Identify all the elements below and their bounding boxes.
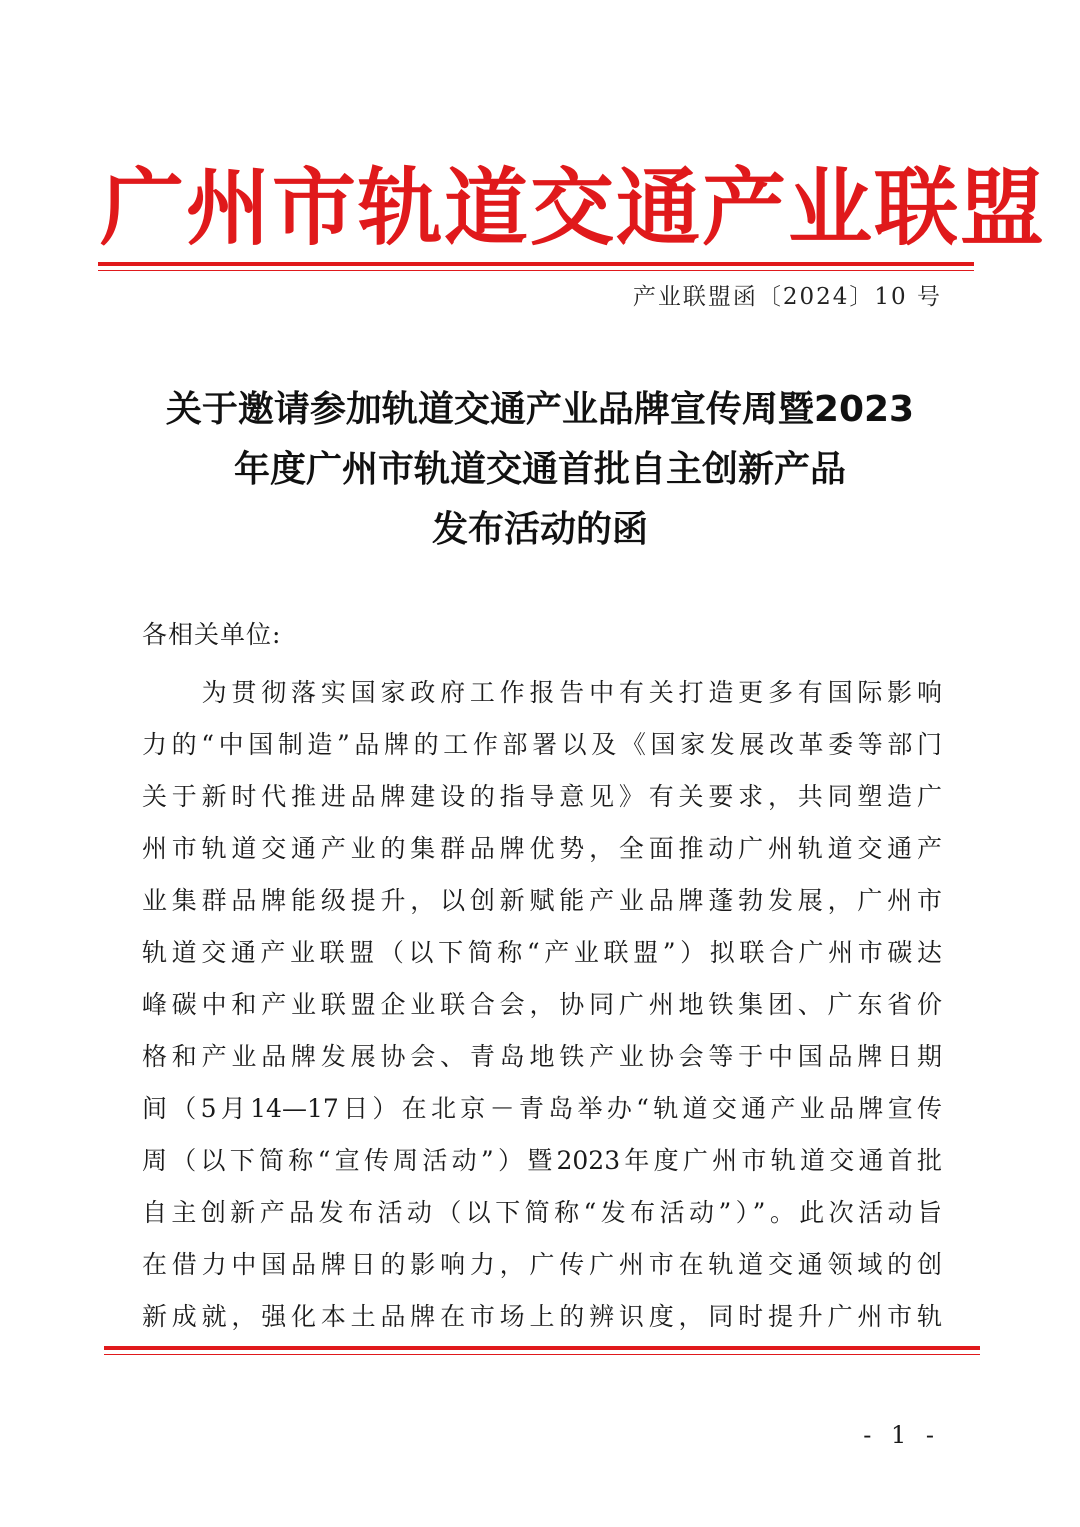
body-line: 关于新时代推进品牌建设的指导意见》有关要求，共同塑造广 bbox=[142, 782, 942, 811]
title-line: 关于邀请参加轨道交通产业品牌宣传周暨2023 bbox=[165, 389, 915, 430]
page-number: - 1 - bbox=[863, 1421, 940, 1449]
org-masthead: 广州市轨道交通产业联盟 bbox=[100, 159, 1047, 257]
body-line: 业集群品牌能级提升，以创新赋能产业品牌蓬勃发展，广州市 bbox=[142, 886, 942, 915]
title-line: 年度广州市轨道交通首批自主创新产品 bbox=[233, 449, 846, 490]
document-number: 产业联盟函〔2024〕10 号 bbox=[632, 284, 942, 310]
body-line: 在借力中国品牌日的影响力，广传广州市在轨道交通领域的创 bbox=[142, 1250, 942, 1279]
footer-red-rule-thin bbox=[104, 1354, 980, 1355]
body-line: 州市轨道交通产业的集群品牌优势，全面推动广州轨道交通产 bbox=[142, 834, 942, 863]
header-red-rule bbox=[98, 262, 974, 266]
body-line: 为贯彻落实国家政府工作报告中有关打造更多有国际影响 bbox=[142, 678, 942, 707]
body-line: 轨道交通产业联盟（以下简称“产业联盟”）拟联合广州市碳达 bbox=[142, 938, 942, 967]
body-line: 间（5月14—17日）在北京－青岛举办“轨道交通产业品牌宣传 bbox=[142, 1094, 942, 1123]
salutation: 各相关单位: bbox=[142, 620, 282, 649]
body-line: 格和产业品牌发展协会、青岛地铁产业协会等于中国品牌日期 bbox=[142, 1042, 942, 1071]
body-paragraph bbox=[142, 667, 942, 1343]
document-title bbox=[120, 380, 960, 560]
body-line: 新成就，强化本土品牌在市场上的辨识度，同时提升广州市轨 bbox=[142, 1302, 942, 1331]
title-line: 发布活动的函 bbox=[431, 509, 648, 550]
body-line: 峰碳中和产业联盟企业联合会，协同广州地铁集团、广东省价 bbox=[142, 990, 942, 1019]
header-red-rule-thin bbox=[98, 270, 974, 271]
footer-red-rule bbox=[104, 1346, 980, 1350]
body-line: 周（以下简称“宣传周活动”）暨2023年度广州市轨道交通首批 bbox=[142, 1146, 942, 1175]
body-line: 力的“中国制造”品牌的工作部署以及《国家发展改革委等部门 bbox=[142, 730, 942, 759]
body-line: 自主创新产品发布活动（以下简称“发布活动”）”。此次活动旨 bbox=[142, 1198, 942, 1227]
